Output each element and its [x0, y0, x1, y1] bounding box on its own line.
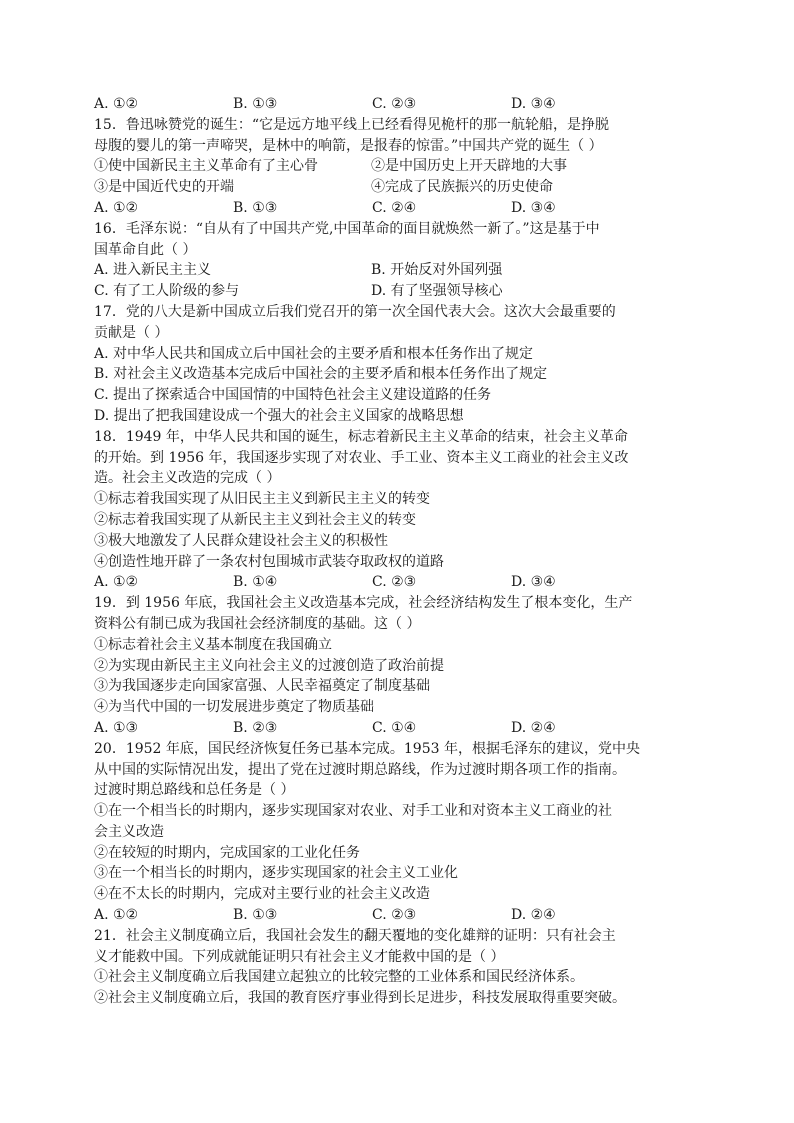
q19-statement-3: ③为我国逐步走向国家富强、人民幸福奠定了制度基础	[94, 678, 430, 695]
q14-option-d: D. ③④	[511, 96, 556, 112]
q15-options	[94, 198, 714, 219]
q19-statement-2: ②为实现由新民主主义向社会主义的过渡创造了政治前提	[94, 657, 444, 674]
q18-option-c: C. ②③	[372, 574, 417, 591]
q18-option-d: D. ③④	[511, 574, 556, 591]
q17-stem-line-2: 贡献是（ ）	[94, 324, 169, 341]
q15-statement-3: ③是中国近代史的开端	[94, 179, 234, 196]
q19-options	[94, 718, 714, 739]
q17-option-b: B. 对社会主义改造基本完成后中国社会的主要矛盾和根本任务作出了规定	[94, 366, 548, 383]
q16-options-row-2	[94, 281, 714, 302]
q19-option-c: C. ①④	[372, 719, 417, 736]
q18-options	[94, 572, 714, 593]
q18-stem-line-1: 18．1949 年，中华人民共和国的诞生，标志着新民主主义革命的结束，社会主义革命	[94, 428, 628, 445]
q21-statement-1: ①社会主义制度确立后我国建立起独立的比较完整的工业体系和国民经济体系。	[94, 969, 584, 986]
q20-option-d: D. ②④	[511, 907, 556, 924]
q16-options-row-1	[94, 260, 714, 281]
q19-option-b: B. ②③	[233, 719, 278, 736]
q19-stem-line-2: 资料公有制已成为我国社会经济制度的基础。这（ ）	[94, 615, 421, 632]
q20-option-a: A. ①②	[94, 907, 139, 924]
q18-statement-4: ④创造性地开辟了一条农村包围城市武装夺取政权的道路	[94, 553, 444, 570]
q15-statement-2: ②是中国历史上开天辟地的大事	[371, 158, 567, 175]
exam-page	[94, 94, 714, 1009]
q16-option-b: B. 开始反对外国列强	[371, 262, 503, 279]
q20-stem-line-3: 过渡时期总路线和总任务是（ ）	[94, 782, 295, 799]
q17-option-d: D. 提出了把我国建设成一个强大的社会主义国家的战略思想	[94, 407, 464, 424]
q16-option-d: D. 有了坚强领导核心	[371, 283, 503, 300]
q15-statement-1: ①使中国新民主主义革命有了主心骨	[94, 158, 318, 175]
q14-option-c: C. ②③	[372, 96, 417, 112]
q20-option-c: C. ②③	[372, 907, 417, 924]
q20-stem-line-1: 20．1952 年底，国民经济恢复任务已基本完成。1953 年，根据毛泽东的建议，党中央	[94, 740, 640, 757]
q15-statements-row-2	[94, 177, 714, 198]
q15-option-a: A. ①②	[94, 199, 139, 216]
q18-stem-line-2: 的开始。到 1956 年，我国逐步实现了对农业、手工业、资本主义工商业的社会主义改	[94, 449, 629, 466]
q18-statement-2: ②标志着我国实现了从新民主主义到社会主义的转变	[94, 511, 416, 528]
q19-stem-line-1: 19．到 1956 年底，我国社会主义改造基本完成，社会经济结构发生了根本变化，生产	[94, 595, 633, 612]
q21-stem-line-2: 义才能救中国。下列成就能证明只有社会主义才能救中国的是（ ）	[94, 948, 505, 965]
q20-statement-1-cont: 会主义改造	[94, 823, 164, 840]
q20-stem-line-2: 从中国的实际情况出发，提出了党在过渡时期总路线，作为过渡时期各项工作的指南。	[94, 761, 626, 778]
q17-option-c: C. 提出了探索适合中国国情的中国特色社会主义建设道路的任务	[94, 387, 492, 404]
q14-options	[94, 94, 714, 115]
q14-option-a: A. ①②	[94, 96, 139, 112]
q18-stem-line-3: 造。社会主义改造的完成（ ）	[94, 470, 281, 487]
q19-statement-4: ④为当代中国的一切发展进步奠定了物质基础	[94, 699, 374, 716]
q15-stem-line-1: 15．鲁迅咏赞党的诞生：“它是远方地平线上已经看得见桅杆的那一航轮船，是挣脱	[94, 116, 609, 133]
q19-option-a: A. ①③	[94, 719, 139, 736]
q18-option-a: A. ①②	[94, 574, 139, 591]
q15-statement-4: ④完成了民族振兴的历史使命	[371, 179, 553, 196]
q19-statement-1: ①标志着社会主义基本制度在我国确立	[94, 636, 332, 653]
q15-option-b: B. ①③	[233, 199, 278, 216]
q20-options	[94, 905, 714, 926]
q20-option-b: B. ①③	[233, 907, 278, 924]
q18-option-b: B. ①④	[233, 574, 278, 591]
q20-statement-1: ①在一个相当长的时期内，逐步实现国家对农业、对手工业和对资本主义工商业的社	[94, 803, 612, 820]
q20-statement-3: ③在一个相当长的时期内，逐步实现国家的社会主义工业化	[94, 865, 458, 882]
q21-stem-line-1: 21．社会主义制度确立后，我国社会发生的翻天覆地的变化雄辩的证明：只有社会主	[94, 927, 616, 944]
q16-option-a: A. 进入新民主主义	[94, 262, 212, 279]
q21-statement-2: ②社会主义制度确立后，我国的教育医疗事业得到长足进步，科技发展取得重要突破。	[94, 990, 626, 1007]
q18-statement-1: ①标志着我国实现了从旧民主主义到新民主主义的转变	[94, 491, 430, 508]
q16-stem-line-1: 16．毛泽东说：“自从有了中国共产党,中国革命的面目就焕然一新了。”这是基于中	[94, 220, 600, 237]
q16-option-c: C. 有了工人阶级的参与	[94, 283, 240, 300]
q15-option-c: C. ②④	[372, 199, 417, 216]
q15-option-d: D. ③④	[511, 199, 556, 216]
q15-statements-row-1	[94, 156, 714, 177]
q16-stem-line-2: 国革命自此（ ）	[94, 241, 197, 258]
q20-statement-4: ④在不太长的时期内，完成对主要行业的社会主义改造	[94, 886, 430, 903]
q17-stem-line-1: 17．党的八大是新中国成立后我们党召开的第一次全国代表大会。这次大会最重要的	[94, 303, 616, 320]
q17-option-a: A. 对中华人民共和国成立后中国社会的主要矛盾和根本任务作出了规定	[94, 345, 534, 362]
q20-statement-2: ②在较短的时期内，完成国家的工业化任务	[94, 844, 360, 861]
q19-option-d: D. ②④	[511, 719, 556, 736]
q14-option-b: B. ①③	[233, 96, 278, 112]
q18-statement-3: ③极大地激发了人民群众建设社会主义的积极性	[94, 532, 388, 549]
q15-stem-line-2: 母腹的婴儿的第一声啼哭，是林中的响箭，是报春的惊雷。”中国共产党的诞生（ ）	[94, 137, 603, 154]
